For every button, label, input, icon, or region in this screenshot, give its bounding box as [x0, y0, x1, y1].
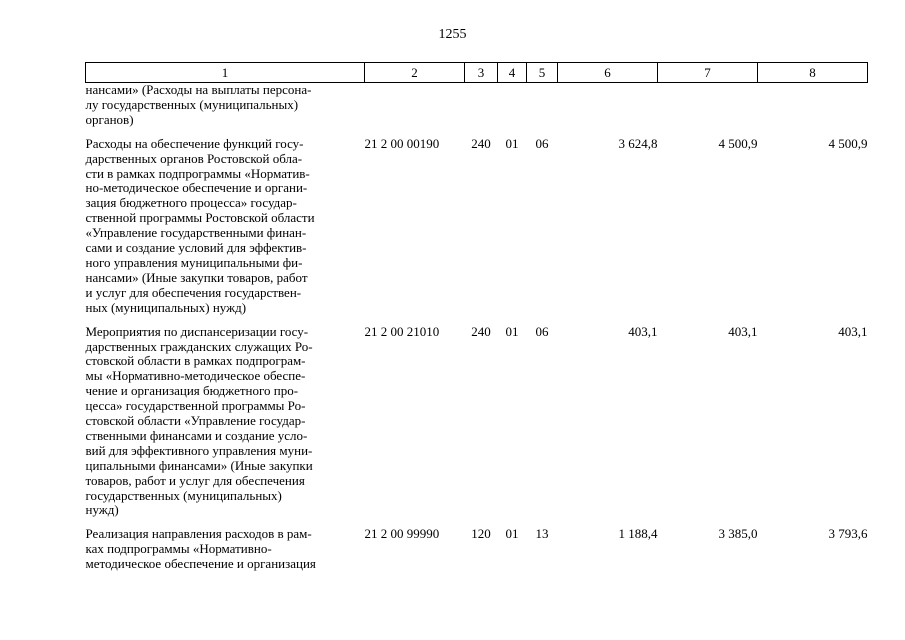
col-header-3: 3: [465, 63, 498, 83]
target-article-code: 21 2 00 00190: [364, 135, 440, 151]
subsection-code: 06: [535, 323, 549, 339]
description-line: зация бюджетного процесса» государ-: [85, 195, 297, 211]
expense-type-code: [465, 83, 498, 137]
amount-col-6: 403,1: [628, 323, 658, 339]
expense-type-code: 240: [471, 323, 491, 339]
table-row: [86, 83, 868, 137]
description-line: стовской области «Управление государ-: [85, 413, 306, 429]
target-article-code: 21 2 00 21010: [364, 323, 440, 339]
amount-col-8: 3 793,6: [828, 526, 868, 542]
amount-col-7: 3 385,0: [718, 526, 758, 542]
description-line: нансами» (Расходы на выплаты персона-: [85, 82, 312, 97]
col-header-2: 2: [365, 63, 465, 83]
description-line: Расходы на обеспечение функций госу-: [85, 135, 304, 151]
description-line: дарственных органов Ростовской обла-: [85, 150, 303, 166]
amount-col-6: 1 188,4: [618, 526, 658, 542]
expense-type-code: 120: [471, 526, 491, 542]
expense-type-code: 240: [471, 135, 491, 151]
description-line: мы «Нормативно-методическое обеспе-: [85, 368, 306, 384]
amount-col-6: [558, 83, 658, 137]
target-article-code: [365, 83, 465, 137]
amount-col-8: 403,1: [838, 323, 868, 339]
description-line: сами и создание условий для эффектив-: [85, 240, 307, 256]
target-article-code: 21 2 00 99990: [364, 526, 440, 542]
table-row: [86, 137, 868, 325]
description-line: нансами» (Иные закупки товаров, работ: [85, 269, 308, 285]
amount-col-8: [758, 83, 868, 137]
description-line: ственными финансами и создание усло-: [85, 427, 308, 443]
description-line: ципальными финансами» (Иные закупки: [85, 457, 313, 473]
description-line: нужд): [85, 502, 119, 518]
table-row: [86, 527, 868, 581]
section-code: 01: [505, 526, 519, 542]
amount-col-7: 403,1: [728, 323, 758, 339]
amount-col-8: 4 500,9: [828, 135, 868, 151]
description-line: ного управления муниципальными фи-: [85, 254, 303, 270]
amount-col-7: 4 500,9: [718, 135, 758, 151]
description-line: чение и организация бюджетного про-: [85, 383, 299, 399]
row-description: [86, 527, 365, 581]
description-line: государственных (муниципальных): [85, 487, 282, 503]
description-line: органов): [85, 111, 134, 127]
col-header-6: 6: [558, 63, 658, 83]
description-line: Реализация направления расходов в рам-: [85, 526, 312, 542]
description-line: товаров, работ и услуг для обеспечения: [85, 472, 305, 488]
description-line: ках подпрограммы «Нормативно-: [85, 541, 272, 557]
description-line: «Управление государственными финан-: [85, 225, 307, 241]
amount-col-6: 3 624,8: [618, 135, 658, 151]
section-code: 01: [505, 135, 519, 151]
row-description: [86, 325, 365, 528]
description-line: Мероприятия по диспансеризации госу-: [85, 323, 309, 339]
description-line: сти в рамках подпрограммы «Норматив-: [85, 165, 310, 181]
description-line: дарственных гражданских служащих Ро-: [85, 338, 313, 354]
description-line: вий для эффективного управления муни-: [85, 442, 313, 458]
description-line: методическое обеспечение и организация: [85, 556, 316, 572]
description-line: стовской области в рамках подпрограм-: [85, 353, 306, 369]
budget-table: [85, 62, 868, 581]
subsection-code: 13: [535, 526, 549, 542]
col-header-7: 7: [658, 63, 758, 83]
description-line: ных (муниципальных) нужд): [85, 299, 247, 315]
section-code: [498, 83, 527, 137]
amount-col-7: [658, 83, 758, 137]
header-row: [86, 63, 868, 83]
col-header-5: 5: [527, 63, 558, 83]
description-line: цесса» государственной программы Ро-: [85, 398, 306, 414]
subsection-code: [527, 83, 558, 137]
section-code: 01: [505, 323, 519, 339]
row-description: [86, 137, 365, 325]
page-number: 1255: [438, 27, 467, 42]
row-description: [86, 83, 365, 137]
col-header-1: 1: [86, 63, 365, 83]
col-header-4: 4: [498, 63, 527, 83]
description-line: и услуг для обеспечения государствен-: [85, 284, 302, 300]
subsection-code: 06: [535, 135, 549, 151]
description-line: лу государственных (муниципальных): [85, 96, 299, 112]
description-line: ственной программы Ростовской области: [85, 210, 315, 226]
col-header-8: 8: [758, 63, 868, 83]
table-row: [86, 325, 868, 528]
description-line: но-методическое обеспечение и органи-: [85, 180, 308, 196]
